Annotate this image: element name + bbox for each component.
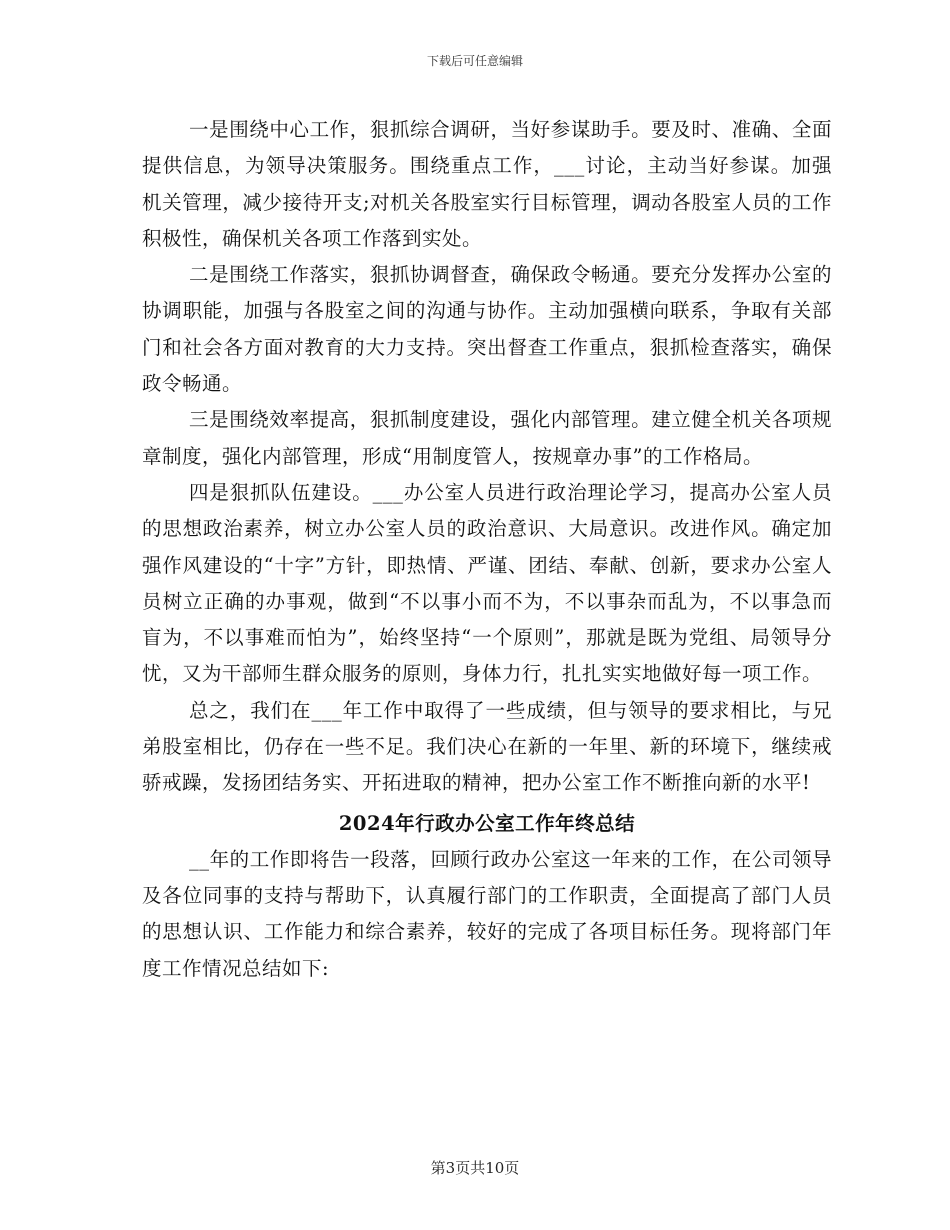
page-header: 下载后可任意编辑 xyxy=(426,54,523,68)
page-footer: 第3页共10页 xyxy=(430,1159,520,1177)
section-paragraph-1: __年的工作即将告一段落，回顾行政办公室这一年来的工作，在公司领导及各位同事的支持与帮助下，认真履行部门的工作职责，全面提高了部门人员的思想认识、工作能力和综合素养，较好的完成了各项目标任务。现将部门年度工作情况总结如下: xyxy=(142,847,832,980)
paragraph-5: 总之，我们在___年工作中取得了一些成绩，但与领导的要求相比，与兄弟股室相比，仍存在一些不足。我们决心在新的一年里、新的环境下，继续戒骄戒躁，发扬团结务实、开拓进取的精神，把办公室工作不断推向新的水平! xyxy=(142,698,832,795)
section-title: 2024年行政办公室工作年终总结 xyxy=(338,811,636,835)
paragraph-4: 四是狠抓队伍建设。___办公室人员进行政治理论学习，提高办公室人员的思想政治素养，树立办公室人员的政治意识、大局意识。改进作风。确定加强作风建设的“十字”方针，即热情、严谨、团结、奉献、创新，要求办公室人员树立正确的办事观，做到“不以事小而不为，不以事杂而乱为，不以事急而盲为，不以事难而怕为”，始终坚持“一个原则”，那就是既为党组、局领导分忧，又为干部师生群众服务的原则，身体力行，扎扎实实地做好每一项工作。 xyxy=(142,480,832,686)
paragraph-2: 二是围绕工作落实，狠抓协调督查，确保政令畅通。要充分发挥办公室的协调职能，加强与各股室之间的沟通与协作。主动加强横向联系，争取有关部门和社会各方面对教育的大力支持。突出督查工作重点，狠抓检查落实，确保政令畅通。 xyxy=(142,263,832,396)
paragraph-3: 三是围绕效率提高，狠抓制度建设，强化内部管理。建立健全机关各项规章制度，强化内部管理，形成“用制度管人，按规章办事”的工作格局。 xyxy=(142,408,832,468)
document-body xyxy=(142,112,832,987)
paragraph-1: 一是围绕中心工作，狠抓综合调研，当好参谋助手。要及时、准确、全面提供信息，为领导决策服务。围绕重点工作，___讨论，主动当好参谋。加强机关管理，减少接待开支;对机关各股室实行目标管理，调动各股室人员的工作积极性，确保机关各项工作落到实处。 xyxy=(142,118,832,250)
